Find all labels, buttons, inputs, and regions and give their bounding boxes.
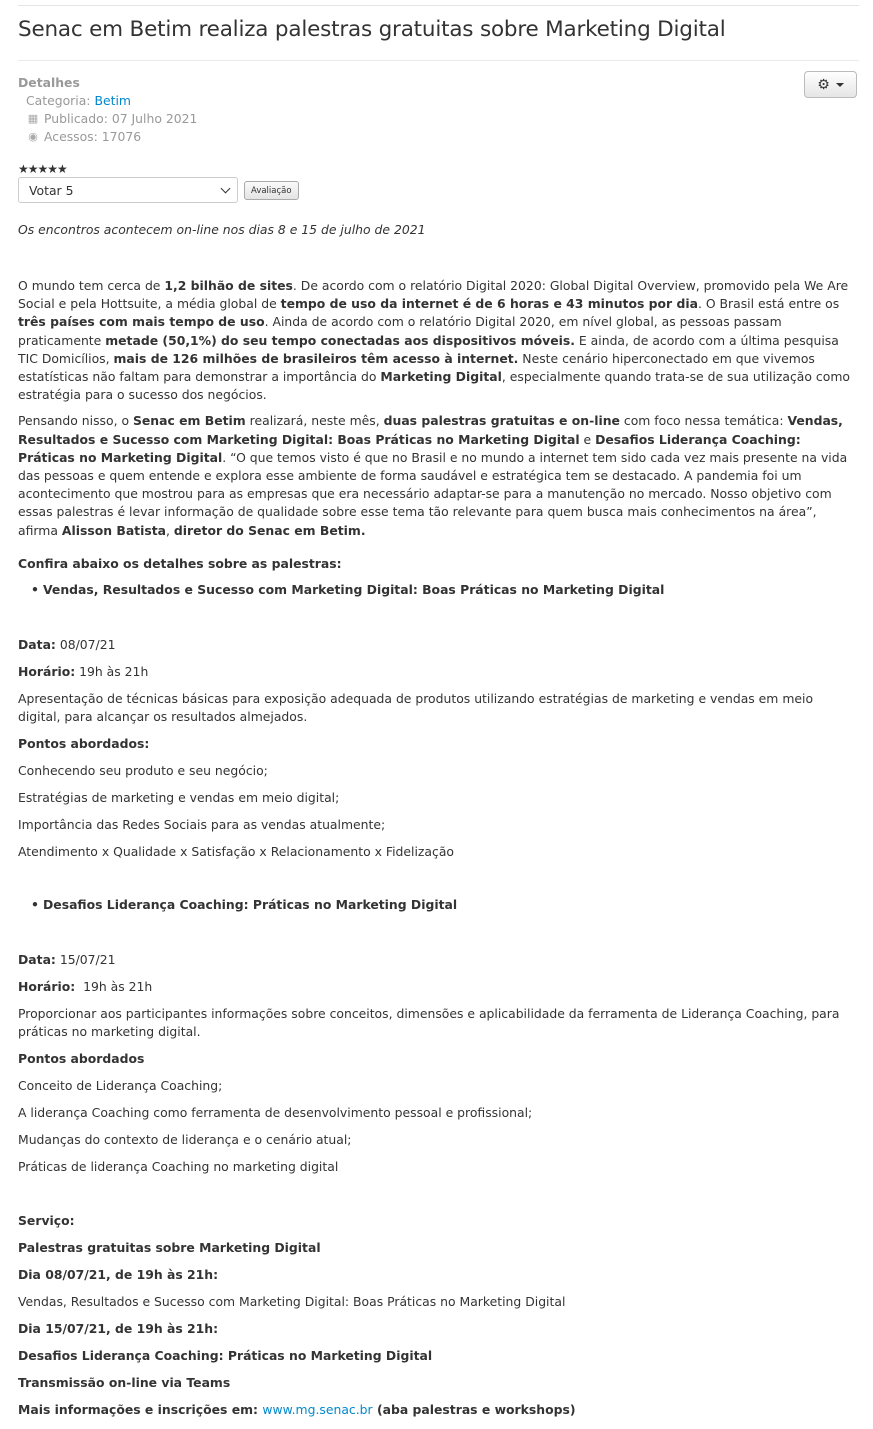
event-1-date [18, 636, 859, 654]
bold-text: Desafios Liderança Coaching: Práticas no Marketing Digital [18, 431, 801, 465]
hits-row [18, 128, 197, 146]
gear-icon: ⚙ [817, 76, 830, 93]
text: e [579, 431, 596, 447]
rate-button[interactable]: Avaliação [244, 181, 299, 200]
date-value: 08/07/21 [55, 637, 116, 652]
list-item: A liderança Coaching como ferramenta de desenvolvimento pessoal e profissional; [18, 1105, 533, 1120]
rating-stars: ★★★★★ [18, 162, 67, 176]
event-2-title: • Desafios Liderança Coaching: Práticas no Marketing Digital [31, 897, 457, 912]
event-1-points-label: Pontos abordados: [18, 736, 150, 751]
text: Pensando nisso, o [18, 413, 133, 429]
bold-text: 1,2 bilhão de sites [164, 278, 293, 293]
text: com foco nessa temática: [619, 413, 788, 429]
text: O mundo tem cerca de [18, 278, 165, 293]
category-label: Categoria: [26, 93, 91, 108]
text: . O Brasil está entre os [697, 296, 840, 312]
text: , especialmente quando trata-se de sua utilização como estratégia para o sucesso dos negócios. [18, 369, 850, 403]
paragraph-2 [18, 412, 859, 539]
top-divider [18, 5, 859, 6]
details-label: Detalhes [18, 75, 80, 90]
chevron-down-icon [221, 184, 231, 194]
category-row [18, 92, 197, 110]
page-title: Senac em Betim realiza palestras gratuitas sobre Marketing Digital [18, 17, 726, 42]
published-row [18, 110, 197, 128]
caret-down-icon [836, 83, 844, 87]
event-1-title: • Vendas, Resultados e Sucesso com Marketing Digital: Boas Práticas no Marketing Digital [31, 582, 664, 597]
bold-text: mais de 126 milhões de brasileiros têm acesso à internet. [113, 350, 519, 366]
service-label: Serviço: [18, 1213, 75, 1228]
bold-text: diretor do Senac em Betim. [173, 522, 366, 538]
bold-text: Vendas, Resultados e Sucesso com Marketing Digital: Boas Práticas no Marketing Digital [18, 413, 843, 447]
article-tools-button[interactable] [804, 71, 857, 98]
date-label: Data: [18, 952, 56, 967]
bold-text: Marketing Digital [380, 369, 502, 385]
text: E ainda, de acordo com a última pesquisa TIC Domicílios, [18, 332, 839, 366]
event-1-time [18, 663, 859, 681]
service-line: Transmissão on-line via Teams [18, 1375, 231, 1390]
text: . De acordo com o relatório Digital 2020: Global Digital Overview, promovido pela We Are Social e pela Hottsuite, a média global de [18, 278, 849, 312]
time-value: 19h às 21h [75, 979, 153, 994]
vote-selected-value: Votar 5 [29, 182, 74, 198]
list-item: Estratégias de marketing e vendas em meio digital; [18, 790, 340, 805]
bold-text: tempo de uso da internet é de 6 horas e 43 minutos por dia [280, 296, 698, 312]
text: . Ainda de acordo com o relatório Digital 2020, em nível global, as pessoas passam praticamente [18, 314, 782, 348]
service-line: Palestras gratuitas sobre Marketing Digital [18, 1240, 321, 1255]
more-info-suffix: (aba palestras e workshops) [372, 1402, 576, 1417]
text: Neste cenário hiperconectado em que vivemos estatísticas não faltam para demonstrar a importância do [18, 350, 815, 385]
bold-text: metade (50,1%) do seu tempo conectadas aos dispositivos móveis. [105, 332, 575, 348]
more-info [18, 1401, 859, 1419]
events-heading: Confira abaixo os detalhes sobre as palestras: [18, 556, 342, 571]
more-info-label: Mais informações e inscrições em: [18, 1402, 263, 1417]
bold-text: Alisson Batista [61, 522, 167, 538]
event-2-points-label: Pontos abordados [18, 1051, 145, 1066]
paragraph-1 [18, 277, 859, 404]
text: , [166, 522, 174, 538]
text: realizará, neste mês, [245, 413, 384, 429]
list-item: Importância das Redes Sociais para as vendas atualmente; [18, 817, 386, 832]
vote-select[interactable] [18, 177, 238, 203]
bold-text: três países com mais tempo de uso [18, 314, 265, 330]
article-info [18, 74, 197, 146]
list-item: Mudanças do contexto de liderança e o cenário atual; [18, 1132, 352, 1147]
date-label: Data: [18, 637, 56, 652]
article-intro: Os encontros acontecem on-line nos dias 8 e 15 de julho de 2021 [18, 222, 426, 237]
service-line: Dia 15/07/21, de 19h às 21h: [18, 1321, 219, 1336]
event-1-description: Apresentação de técnicas básicas para exposição adequada de produtos utilizando estratégias de marketing e vendas em meio digital, para alcançar os resultados almejados. [18, 691, 814, 724]
bold-text: duas palestras gratuitas e on-line [383, 413, 620, 429]
title-divider [18, 60, 859, 61]
published-date: Publicado: 07 Julho 2021 [44, 111, 198, 126]
service-line: Vendas, Resultados e Sucesso com Marketing Digital: Boas Práticas no Marketing Digital [18, 1294, 566, 1309]
category-link[interactable]: Betim [94, 93, 131, 108]
service-line: Desafios Liderança Coaching: Práticas no Marketing Digital [18, 1348, 433, 1363]
time-label: Horário: [18, 979, 76, 994]
article-body [18, 277, 859, 540]
bold-text: Senac em Betim [132, 413, 246, 429]
calendar-icon: ▦ [27, 112, 39, 125]
hits-count: Acessos: 17076 [44, 129, 142, 144]
event-2-time [18, 978, 859, 996]
list-item: Atendimento x Qualidade x Satisfação x Relacionamento x Fidelização [18, 844, 455, 859]
event-2-date [18, 951, 859, 969]
text: . “O que temos visto é que no Brasil e no mundo a internet tem sido cada vez mais presente na vida das pessoas e quem entende e explora esse ambiente de forma saudável e estratégica tem se destacado. A pandemia foi um acontecimento que mostrou para as empresas que era necessário adaptar-se para a manutenção no mercado. Nosso objetivo com essas palestras é levar informação de qualidade sobre esse tema tão relevante para quem busca mais conhecimentos na área”, afirma [18, 449, 848, 538]
list-item: Práticas de liderança Coaching no marketing digital [18, 1159, 339, 1174]
senac-link[interactable]: www.mg.senac.br [262, 1402, 373, 1417]
time-label: Horário: [18, 664, 76, 679]
event-2-description: Proporcionar aos participantes informações sobre conceitos, dimensões e aplicabilidade da ferramenta de Liderança Coaching, para práticas no marketing digital. [18, 1006, 840, 1039]
eye-icon: ◉ [28, 130, 38, 143]
list-item: Conhecendo seu produto e seu negócio; [18, 763, 268, 778]
date-value: 15/07/21 [55, 952, 116, 967]
list-item: Conceito de Liderança Coaching; [18, 1078, 223, 1093]
service-line: Dia 08/07/21, de 19h às 21h: [18, 1267, 219, 1282]
time-value: 19h às 21h [75, 664, 149, 679]
